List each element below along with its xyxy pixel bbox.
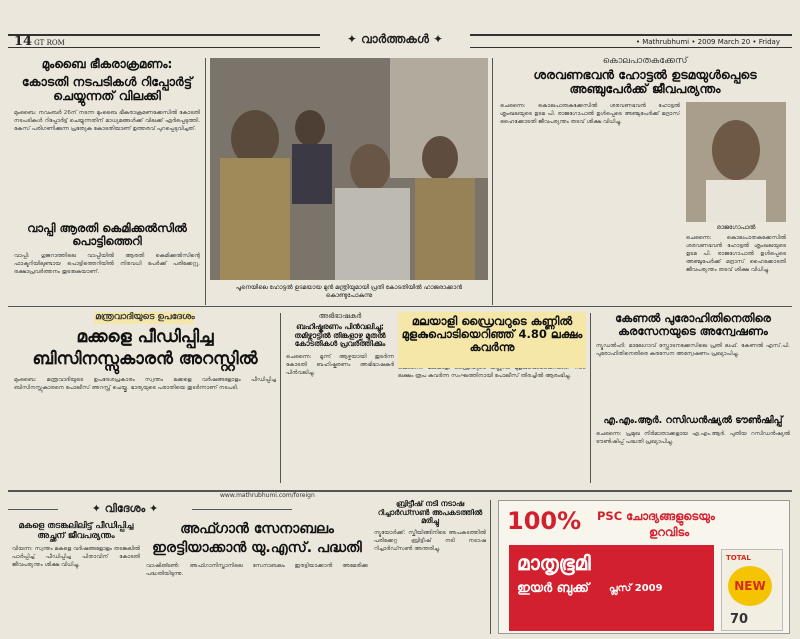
column-rule bbox=[492, 58, 493, 305]
story-chilli-robbery bbox=[398, 312, 586, 472]
story-body: വിയന്ന: സ്വന്തം മകളെ വർഷങ്ങളോളം തടങ്കലിൽ പാർപ്പിച്ച് പീഡിപ്പിച്ച പിതാവിന് കോടതി ജീവപര്യന്തം ശിക്ഷ വിധിച്ചു. bbox=[12, 545, 140, 568]
portrait-photo bbox=[686, 102, 786, 222]
ad-badge-top: TOTAL bbox=[726, 554, 751, 562]
story-colonel-purohit bbox=[596, 312, 790, 412]
story-kicker: മുംബൈ ഭീകരാക്രമണം: bbox=[41, 57, 173, 71]
story-vapi-blast bbox=[14, 222, 200, 302]
story-headline: ബഹിഷ്കരണം പിൻവലിച്ചു; തമിഴ്നാട്ടിൽ തിങ്കളാഴ്ച മുതൽ കോടതികൾ പ്രവർത്തിക്കും bbox=[294, 322, 386, 349]
photo-illustration bbox=[210, 58, 488, 280]
story-body: മുംബൈ: നവംബർ 26ന് നടന്ന മുംബൈ ഭീകരാക്രമണക്കേസിൽ കോടതി നടപടികൾ റിപ്പോർട്ട് ചെയ്യുന്നതിന് മാധ്യമങ്ങൾക്ക് വിലക്ക് ഏർപ്പെടുത്തി. കേസ് പരിഗണിക്കുന്ന പ്രത്യേക കോടതിയാണ് ഉത്തരവ് പുറപ്പെടുവിച്ചത്. bbox=[14, 109, 200, 132]
dateline: • Mathrubhumi • 2009 March 20 • Friday bbox=[635, 38, 780, 46]
section-rule bbox=[192, 509, 292, 510]
story-lawyers bbox=[286, 312, 394, 463]
column-rule bbox=[205, 58, 206, 305]
ad-price: 70 bbox=[730, 612, 749, 627]
ad-new-badge: NEW bbox=[728, 566, 772, 606]
story-headline: കോടതി നടപടികൾ റിപ്പോർട്ട് ചെയ്യുന്നത് വിലക്കി bbox=[21, 73, 193, 104]
story-body-continued: ചെന്നൈ: കൊലപാതകക്കേസിൽ ശരവണഭവൻ ഹോട്ടൽ ശൃംഖലയുടെ ഉടമ പി. രാജഗോപാൽ ഉൾപ്പെടെ അഞ്ചുപേർക്ക് മദ്രാസ് ഹൈക്കോടതി ജീവപര്യന്തം തടവ് ശിക്ഷ വിധിച്ചു. bbox=[686, 235, 786, 273]
portrait-illustration bbox=[686, 102, 786, 222]
portrait-caption: രാജഗോപാൽ bbox=[716, 224, 756, 231]
story-amr-township bbox=[596, 416, 790, 482]
story-headline: കേണൽ പുരോഹിതിനെതിരെ കരസേനയുടെ അന്വേഷണം bbox=[615, 311, 771, 339]
ad-product: ഇയർ ബുക്ക് bbox=[517, 581, 589, 596]
story-kicker: മന്ത്രവാദിയുടെ ഉപദേശം bbox=[95, 312, 195, 322]
story-body: ചെന്നൈ: കൊലപാതകക്കേസിൽ ശരവണഭവൻ ഹോട്ടൽ ശൃംഖലയുടെ ഉടമ പി. രാജഗോപാൽ ഉൾപ്പെടെ അഞ്ചുപേർക്ക് മദ്രാസ് ഹൈക്കോടതി ജീവപര്യന്തം തടവ് ശിക്ഷ വിധിച്ചു. bbox=[500, 103, 680, 125]
story-body: ചെന്നൈ: മൂന്ന് ആഴ്ചയായി തുടർന്ന കോടതി ബഹിഷ്കരണം അഭിഭാഷകർ പിൻവലിച്ചു. bbox=[286, 353, 394, 376]
story-body: വാപ്പി: ഗുജറാത്തിലെ വാപ്പിയിൽ ആരതി കെമിക്കൽസിന്റെ ഫാക്ടറിയിലുണ്ടായ പൊട്ടിത്തെറിയിൽ നിരവധി പേർക്ക് പരിക്കേറ്റു. രക്ഷാപ്രവർത്തനം തുടരുകയാണ്. bbox=[14, 253, 200, 276]
story-headline: അഫ്ഗാൻ സേനാബലം ഇരട്ടിയാക്കാൻ യു.എസ്. പദ്ധതി bbox=[152, 521, 362, 556]
story-body: വാഷിങ്ടൺ: അഫ്ഗാനിസ്താനിലെ സേനാബലം ഇരട്ടിയാക്കാൻ അമേരിക്ക പദ്ധതിയിടുന്നു. bbox=[146, 562, 368, 577]
story-body: ന്യൂയോർക്ക്: സ്കീയിങ്ങിനിടെ അപകടത്തിൽ പരിക്കേറ്റ ബ്രിട്ടീഷ് നടി നടാഷ റിച്ചാർഡ്സൺ അന്തരിച്ചു. bbox=[374, 529, 486, 552]
row-rule bbox=[8, 490, 792, 492]
ad-book-cover bbox=[721, 549, 783, 631]
news-photo-crowd bbox=[210, 58, 488, 280]
story-business-arrest bbox=[14, 312, 276, 476]
story-headline: മലയാളി ഡ്രൈവറുടെ കണ്ണിൽ മുളകുപൊടിയെറിഞ്ഞ് 4.80 ലക്ഷം കവർന്നു bbox=[401, 314, 583, 355]
story-body: ലക്ഷം രൂപ കവർന്ന സംഘത്തിനായി പോലീസ് തിരച്ചിൽ ആരംഭിച്ചു. bbox=[398, 372, 572, 379]
story-headline: വാപ്പി ആരതി കെമിക്കൽസിൽ പൊട്ടിത്തെറി bbox=[27, 221, 187, 249]
story-foreign-c bbox=[374, 500, 486, 625]
story-saravanabhavan bbox=[500, 56, 790, 97]
story-headline: ബ്രിട്ടീഷ് നടി നടാഷ റിച്ചാർഡ്സൺ അപകടത്തിൽ മരിച്ചു bbox=[377, 499, 483, 526]
section-rule bbox=[8, 509, 58, 510]
story-kicker: അഭിഭാഷകർ bbox=[318, 312, 362, 320]
ad-banner bbox=[509, 545, 714, 631]
ad-percent: 100% bbox=[507, 507, 582, 535]
web-url: www.mathrubhumi.com/foreign bbox=[220, 492, 315, 499]
story-kicker: കൊലപാതകക്കേസ് bbox=[602, 56, 688, 66]
row-rule bbox=[8, 306, 792, 307]
ad-line1: PSC ചോദ്യങ്ങളുടെയും bbox=[597, 509, 715, 523]
story-headline: മക്കളെ പീഡിപ്പിച്ച ബിസിനസ്സുകാരൻ അറസ്റ്റിൽ bbox=[32, 327, 258, 370]
page-number: 14 GT ROM bbox=[14, 34, 65, 49]
column-rule bbox=[490, 500, 491, 634]
advertisement-yearbook[interactable] bbox=[498, 500, 790, 634]
ad-edition: പ്ലസ് 2009 bbox=[609, 583, 663, 594]
foreign-section-title: ✦ വിദേശം ✦ bbox=[60, 502, 190, 516]
story-headline: എ.എം.ആർ. റസിഡൻഷ്യൽ ടൗൺഷിപ്പ് bbox=[603, 415, 783, 426]
story-headline: മകളെ തടങ്കലിലിട്ട് പീഡിപ്പിച്ച അച്ഛന് ജീവപര്യന്തം bbox=[18, 521, 134, 541]
story-headline: ശരവണഭവൻ ഹോട്ടൽ ഉടമയുൾപ്പെടെ അഞ്ചുപേർക്ക് ജീവപര്യന്തം bbox=[533, 67, 757, 97]
column-rule bbox=[280, 313, 281, 483]
column-rule bbox=[590, 313, 591, 483]
ad-brand: മാതൃഭൂമി bbox=[517, 551, 591, 575]
story-foreign-b bbox=[146, 520, 368, 620]
section-title: ✦ വാർത്തകൾ ✦ bbox=[320, 32, 470, 50]
story-foreign-a bbox=[12, 522, 140, 607]
photo-caption: പൂനെയിലെ ഹോട്ടൽ ഉടമയായ മുൻ മന്ത്രിയുമായി പ്രതി കോടതിയിൽ ഹാജരാക്കാൻ കൊണ്ടുപോകുന്നു bbox=[235, 284, 463, 299]
story-body: ചെന്നൈ: പ്രമുഖ നിർമാതാക്കളായ എ.എം.ആർ. പുതിയ റസിഡൻഷ്യൽ ടൗൺഷിപ്പ് പദ്ധതി പ്രഖ്യാപിച്ചു. bbox=[596, 430, 790, 445]
story-mumbai-attack bbox=[14, 58, 200, 201]
story-body: മുംബൈ: മന്ത്രവാദിയുടെ ഉപദേശപ്രകാരം സ്വന്തം മക്കളെ വർഷങ്ങളോളം പീഡിപ്പിച്ച ബിസിനസ്സുകാരനെ പോലീസ് അറസ്റ്റ് ചെയ്തു. ഭാര്യയുടെ പരാതിയെ തുടർന്നാണ് നടപടി. bbox=[14, 377, 276, 392]
ad-line2: ഉറവിടം bbox=[649, 525, 690, 539]
story-body: ന്യൂഡൽഹി: മാലേഗാവ് സ്ഫോടനക്കേസിലെ പ്രതി ലഫ്. കേണൽ എസ്.പി. പുരോഹിതിനെതിരെ കരസേന അന്വേഷണം പ്രഖ്യാപിച്ചു. bbox=[596, 343, 790, 358]
